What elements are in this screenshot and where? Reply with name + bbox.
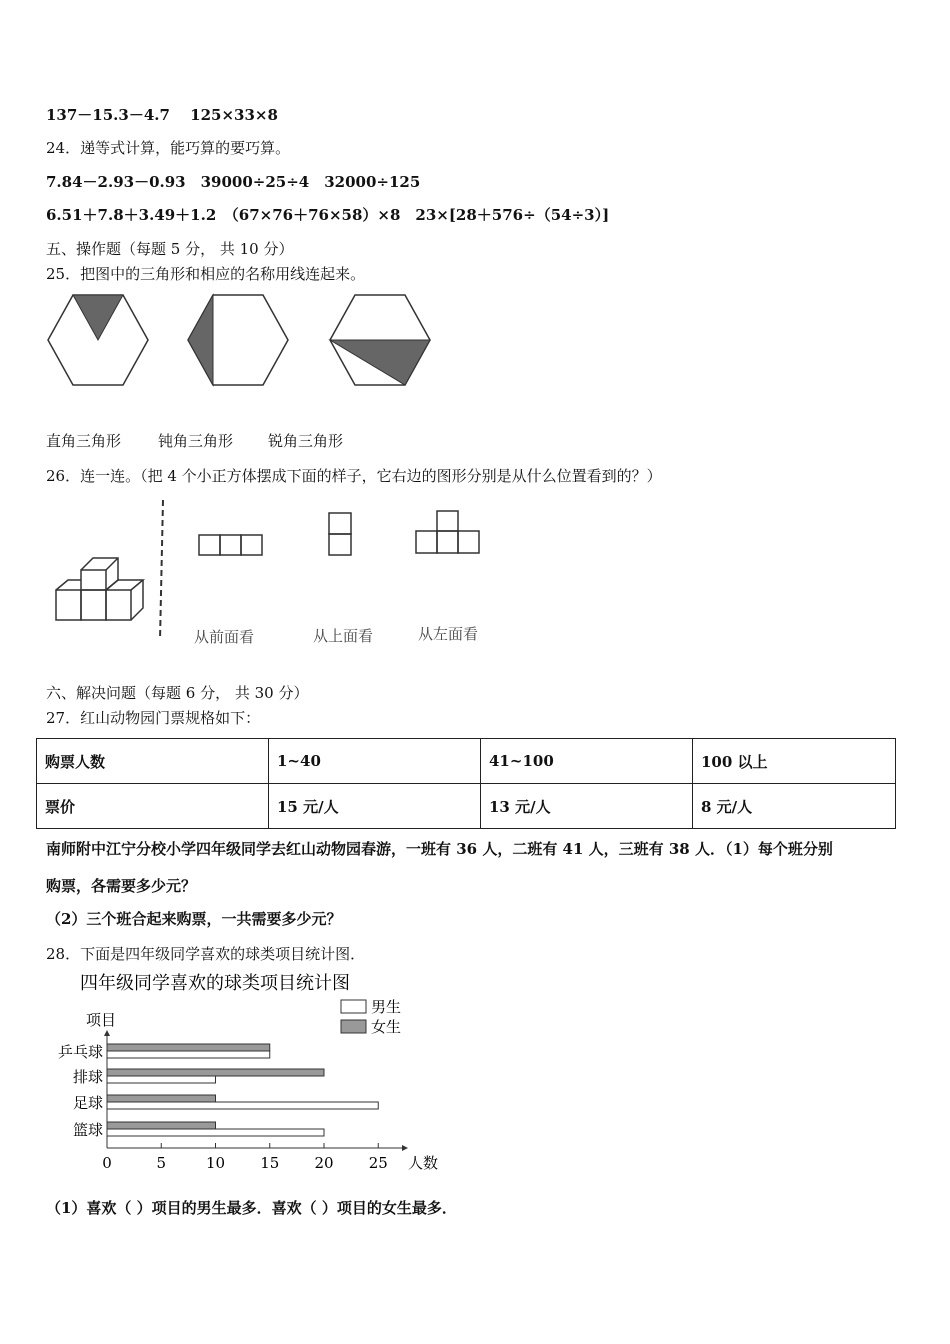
x-tick-label: 10 [205,1154,226,1172]
table-cell: 票价 [37,784,269,829]
category-label: 篮球 [72,1121,103,1139]
category-label: 足球 [72,1094,103,1112]
table-cell: 1~40 [269,739,481,784]
bar-girls [107,1044,270,1051]
table-cell: 15 元/人 [269,784,481,829]
bar-boys [107,1076,216,1083]
q28: 28．下面是四年级同学喜欢的球类项目统计图． [46,945,366,963]
table-cell: 8 元/人 [693,784,896,829]
line-calc: 7.84－2.93－0.93 39000÷25÷4 32000÷125 [46,173,421,191]
table-cell: 13 元/人 [481,784,693,829]
q27-text: （2）三个班合起来购票，一共需要多少元？ [46,910,342,928]
bar-girls [107,1095,216,1102]
view-label: 从前面看 [194,628,255,646]
x-tick-label: 25 [368,1154,388,1172]
triangle-name: 钝角三角形 [158,432,234,450]
legend-label: 男生 [371,998,402,1016]
legend-label: 女生 [371,1018,402,1036]
q25: 25．把图中的三角形和相应的名称用线连起来。 [46,265,366,283]
q28-part1: （1）喜欢（ ）项目的男生最多．喜欢（ ）项目的女生最多． [46,1199,457,1217]
q24: 24．递等式计算，能巧算的要巧算。 [46,139,291,157]
bar-boys [107,1129,324,1136]
category-label: 排球 [72,1068,103,1086]
y-axis-label: 项目 [86,1011,117,1029]
x-axis-label: 人数 [408,1154,439,1172]
section-6: 六、解决问题（每题 6 分， 共 30 分） [46,684,309,702]
line-calc: 137－15.3－4.7 125×33×8 [46,106,278,124]
x-tick-label: 20 [314,1154,334,1172]
table-cell: 购票人数 [37,739,269,784]
triangle-name: 直角三角形 [46,432,122,450]
section-5: 五、操作题（每题 5 分， 共 10 分） [46,240,294,258]
q26: 26．连一连。（把 4 个小正方体摆成下面的样子，它右边的图形分别是从什么位置看到的？） [46,467,662,485]
bar-boys [107,1051,270,1058]
ticket-table [36,738,896,829]
hexagon-figures [40,290,450,390]
chart-title: 四年级同学喜欢的球类项目统计图 [80,973,350,994]
line-calc: 6.51＋7.8＋3.49＋1.2 （67×76＋76×58）×8 23×[28＋576÷（54÷3）] [46,206,610,224]
legend-swatch-girls [341,1020,366,1033]
legend-swatch-boys [341,1000,366,1013]
table-cell: 41~100 [481,739,693,784]
view-label: 从上面看 [313,627,374,645]
q27-text: 购票，各需要多少元？ [46,877,197,895]
q27: 27．红山动物园门票规格如下： [46,709,261,727]
bar-girls [107,1122,216,1129]
table-cell: 100 以上 [693,739,896,784]
bar-boys [107,1102,378,1109]
x-tick-label: 15 [260,1154,280,1172]
table-row [37,784,896,829]
triangle-name: 锐角三角形 [268,432,344,450]
x-tick-label: 0 [102,1154,112,1172]
view-label: 从左面看 [418,625,479,643]
x-tick-label: 5 [156,1154,167,1172]
category-label: 乒乓球 [57,1043,103,1061]
table-row [37,739,896,784]
q27-text: 南师附中江宁分校小学四年级同学去红山动物园春游，一班有 36 人，二班有 41 人，三班有 38 人．（1）每个班分别 [46,840,833,858]
bar-chart [40,962,460,1177]
bar-girls [107,1069,324,1076]
